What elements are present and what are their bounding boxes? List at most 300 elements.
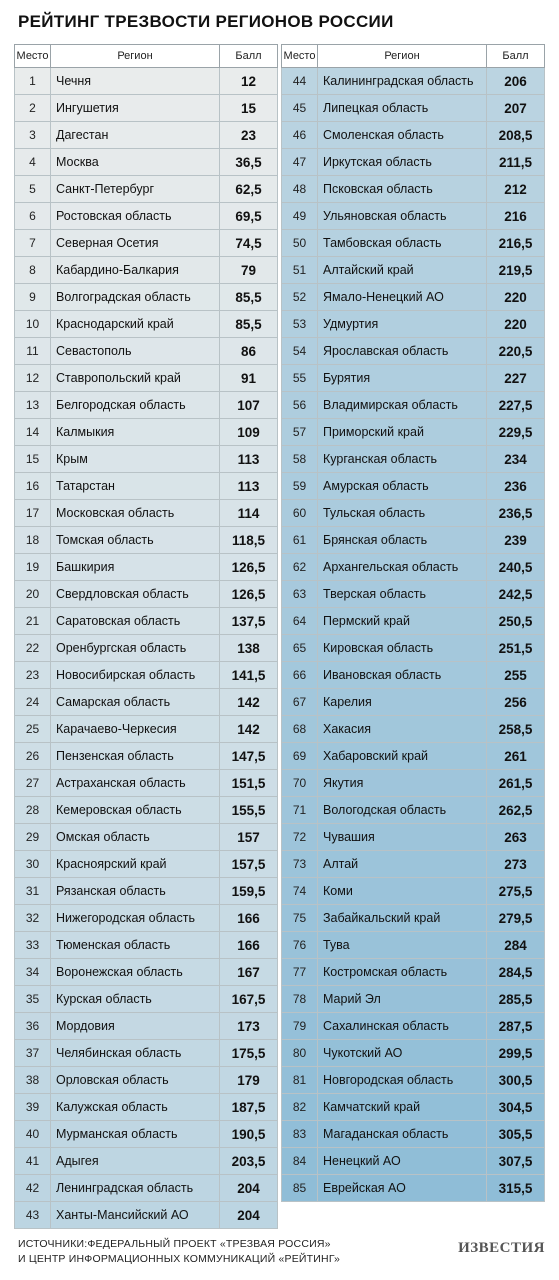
source-line-1: ИСТОЧНИКИ:ФЕДЕРАЛЬНЫЙ ПРОЕКТ «ТРЕЗВАЯ РОССИЯ»	[18, 1238, 331, 1250]
region-cell: Архангельская область	[318, 554, 487, 581]
place-cell: 28	[15, 797, 51, 824]
region-cell: Псковская область	[318, 176, 487, 203]
score-cell: 142	[220, 716, 278, 743]
table-row	[15, 68, 278, 95]
table-row	[15, 1013, 278, 1040]
place-cell: 56	[282, 392, 318, 419]
score-cell: 211,5	[487, 149, 545, 176]
region-cell: Тульская область	[318, 500, 487, 527]
table-row	[282, 824, 545, 851]
table-row	[15, 743, 278, 770]
place-cell: 13	[15, 392, 51, 419]
table-row	[282, 662, 545, 689]
place-cell: 8	[15, 257, 51, 284]
score-cell: 273	[487, 851, 545, 878]
score-cell: 204	[220, 1175, 278, 1202]
table-row	[282, 473, 545, 500]
region-cell: Магаданская область	[318, 1121, 487, 1148]
table-row	[282, 527, 545, 554]
place-cell: 61	[282, 527, 318, 554]
region-cell: Курская область	[51, 986, 220, 1013]
score-cell: 304,5	[487, 1094, 545, 1121]
score-cell: 216,5	[487, 230, 545, 257]
rating-table-left	[14, 44, 278, 1229]
score-cell: 137,5	[220, 608, 278, 635]
region-cell: Адыгея	[51, 1148, 220, 1175]
score-cell: 227	[487, 365, 545, 392]
region-cell: Санкт-Петербург	[51, 176, 220, 203]
table-row	[282, 176, 545, 203]
region-cell: Липецкая область	[318, 95, 487, 122]
score-cell: 109	[220, 419, 278, 446]
table-row	[282, 1067, 545, 1094]
table-row	[282, 365, 545, 392]
table-row	[15, 1202, 278, 1229]
score-cell: 284,5	[487, 959, 545, 986]
region-cell: Кабардино-Балкария	[51, 257, 220, 284]
score-cell: 91	[220, 365, 278, 392]
score-cell: 229,5	[487, 419, 545, 446]
table-row	[15, 608, 278, 635]
region-cell: Хакасия	[318, 716, 487, 743]
table-row	[282, 689, 545, 716]
table-row	[15, 689, 278, 716]
region-cell: Марий Эл	[318, 986, 487, 1013]
score-cell: 173	[220, 1013, 278, 1040]
score-cell: 179	[220, 1067, 278, 1094]
table-row	[15, 419, 278, 446]
table-row	[15, 1094, 278, 1121]
score-cell: 12	[220, 68, 278, 95]
region-cell: Оренбургская область	[51, 635, 220, 662]
place-cell: 64	[282, 608, 318, 635]
table-row	[282, 500, 545, 527]
place-cell: 15	[15, 446, 51, 473]
table-row	[282, 257, 545, 284]
place-cell: 52	[282, 284, 318, 311]
region-cell: Кировская область	[318, 635, 487, 662]
place-cell: 21	[15, 608, 51, 635]
place-cell: 33	[15, 932, 51, 959]
place-cell: 42	[15, 1175, 51, 1202]
score-cell: 216	[487, 203, 545, 230]
region-cell: Красноярский край	[51, 851, 220, 878]
table-row	[282, 392, 545, 419]
place-cell: 30	[15, 851, 51, 878]
table-row	[282, 284, 545, 311]
score-cell: 284	[487, 932, 545, 959]
place-cell: 81	[282, 1067, 318, 1094]
score-cell: 86	[220, 338, 278, 365]
score-cell: 175,5	[220, 1040, 278, 1067]
region-cell: Пензенская область	[51, 743, 220, 770]
score-cell: 155,5	[220, 797, 278, 824]
table-row	[15, 95, 278, 122]
region-cell: Кемеровская область	[51, 797, 220, 824]
table-row	[282, 905, 545, 932]
score-cell: 234	[487, 446, 545, 473]
place-cell: 51	[282, 257, 318, 284]
score-cell: 141,5	[220, 662, 278, 689]
score-cell: 251,5	[487, 635, 545, 662]
region-cell: Ростовская область	[51, 203, 220, 230]
place-cell: 50	[282, 230, 318, 257]
table-header-row	[15, 45, 278, 68]
region-cell: Костромская область	[318, 959, 487, 986]
rating-table-right	[281, 44, 545, 1202]
score-cell: 250,5	[487, 608, 545, 635]
region-cell: Ямало-Ненецкий АО	[318, 284, 487, 311]
table-row	[15, 905, 278, 932]
region-cell: Ленинградская область	[51, 1175, 220, 1202]
score-cell: 305,5	[487, 1121, 545, 1148]
score-cell: 126,5	[220, 581, 278, 608]
table-header-row	[282, 45, 545, 68]
place-cell: 10	[15, 311, 51, 338]
place-cell: 25	[15, 716, 51, 743]
region-cell: Северная Осетия	[51, 230, 220, 257]
table-row	[15, 635, 278, 662]
score-cell: 258,5	[487, 716, 545, 743]
place-cell: 49	[282, 203, 318, 230]
place-cell: 58	[282, 446, 318, 473]
table-row	[282, 851, 545, 878]
header-score: Балл	[487, 45, 545, 68]
score-cell: 113	[220, 446, 278, 473]
place-cell: 5	[15, 176, 51, 203]
score-cell: 142	[220, 689, 278, 716]
region-cell: Самарская область	[51, 689, 220, 716]
score-cell: 307,5	[487, 1148, 545, 1175]
region-cell: Бурятия	[318, 365, 487, 392]
region-cell: Вологодская область	[318, 797, 487, 824]
score-cell: 207	[487, 95, 545, 122]
table-row	[15, 203, 278, 230]
table-row	[15, 770, 278, 797]
place-cell: 43	[15, 1202, 51, 1229]
region-cell: Челябинская область	[51, 1040, 220, 1067]
place-cell: 35	[15, 986, 51, 1013]
score-cell: 236,5	[487, 500, 545, 527]
table-row	[15, 284, 278, 311]
table-row	[15, 554, 278, 581]
publisher-logo: ИЗВЕСТИЯ	[458, 1240, 545, 1256]
score-cell: 114	[220, 500, 278, 527]
place-cell: 63	[282, 581, 318, 608]
place-cell: 46	[282, 122, 318, 149]
place-cell: 16	[15, 473, 51, 500]
region-cell: Томская область	[51, 527, 220, 554]
region-cell: Амурская область	[318, 473, 487, 500]
region-cell: Хабаровский край	[318, 743, 487, 770]
score-cell: 62,5	[220, 176, 278, 203]
score-cell: 166	[220, 932, 278, 959]
region-cell: Дагестан	[51, 122, 220, 149]
table-row	[282, 122, 545, 149]
region-cell: Ненецкий АО	[318, 1148, 487, 1175]
score-cell: 219,5	[487, 257, 545, 284]
place-cell: 84	[282, 1148, 318, 1175]
region-cell: Еврейская АО	[318, 1175, 487, 1202]
table-row	[15, 473, 278, 500]
region-cell: Чукотский АО	[318, 1040, 487, 1067]
score-cell: 167	[220, 959, 278, 986]
table-row	[282, 770, 545, 797]
score-cell: 315,5	[487, 1175, 545, 1202]
score-cell: 299,5	[487, 1040, 545, 1067]
region-cell: Рязанская область	[51, 878, 220, 905]
region-cell: Свердловская область	[51, 581, 220, 608]
table-row	[282, 1013, 545, 1040]
score-cell: 285,5	[487, 986, 545, 1013]
table-row	[15, 311, 278, 338]
header-place: Место	[15, 45, 51, 68]
place-cell: 36	[15, 1013, 51, 1040]
table-row	[282, 878, 545, 905]
table-row	[282, 311, 545, 338]
table-row	[15, 959, 278, 986]
region-cell: Ивановская область	[318, 662, 487, 689]
table-row	[282, 608, 545, 635]
place-cell: 53	[282, 311, 318, 338]
table-row	[15, 932, 278, 959]
table-row	[282, 635, 545, 662]
table-row	[15, 1121, 278, 1148]
place-cell: 4	[15, 149, 51, 176]
place-cell: 67	[282, 689, 318, 716]
place-cell: 1	[15, 68, 51, 95]
table-row	[15, 149, 278, 176]
table-row	[15, 338, 278, 365]
region-cell: Пермский край	[318, 608, 487, 635]
place-cell: 34	[15, 959, 51, 986]
place-cell: 57	[282, 419, 318, 446]
table-row	[282, 797, 545, 824]
score-cell: 159,5	[220, 878, 278, 905]
place-cell: 82	[282, 1094, 318, 1121]
region-cell: Алтайский край	[318, 257, 487, 284]
table-row	[282, 959, 545, 986]
region-cell: Белгородская область	[51, 392, 220, 419]
table-body-left	[15, 68, 278, 1229]
place-cell: 65	[282, 635, 318, 662]
place-cell: 3	[15, 122, 51, 149]
place-cell: 48	[282, 176, 318, 203]
place-cell: 44	[282, 68, 318, 95]
table-row	[15, 500, 278, 527]
score-cell: 236	[487, 473, 545, 500]
table-row	[282, 932, 545, 959]
table-row	[282, 1175, 545, 1202]
region-cell: Крым	[51, 446, 220, 473]
score-cell: 113	[220, 473, 278, 500]
score-cell: 279,5	[487, 905, 545, 932]
place-cell: 31	[15, 878, 51, 905]
score-cell: 239	[487, 527, 545, 554]
region-cell: Калмыкия	[51, 419, 220, 446]
region-cell: Башкирия	[51, 554, 220, 581]
region-cell: Татарстан	[51, 473, 220, 500]
region-cell: Краснодарский край	[51, 311, 220, 338]
table-row	[282, 581, 545, 608]
table-row	[282, 1148, 545, 1175]
table-row	[15, 1175, 278, 1202]
region-cell: Саратовская область	[51, 608, 220, 635]
source-line-2: И ЦЕНТР ИНФОРМАЦИОННЫХ КОММУНИКАЦИЙ «РЕЙТИНГ»	[18, 1253, 341, 1265]
score-cell: 242,5	[487, 581, 545, 608]
region-cell: Ульяновская область	[318, 203, 487, 230]
score-cell: 107	[220, 392, 278, 419]
place-cell: 6	[15, 203, 51, 230]
region-cell: Калужская область	[51, 1094, 220, 1121]
table-row	[15, 446, 278, 473]
place-cell: 79	[282, 1013, 318, 1040]
place-cell: 55	[282, 365, 318, 392]
region-cell: Чувашия	[318, 824, 487, 851]
place-cell: 18	[15, 527, 51, 554]
score-cell: 206	[487, 68, 545, 95]
score-cell: 227,5	[487, 392, 545, 419]
region-cell: Приморский край	[318, 419, 487, 446]
table-row	[282, 338, 545, 365]
score-cell: 147,5	[220, 743, 278, 770]
place-cell: 74	[282, 878, 318, 905]
score-cell: 255	[487, 662, 545, 689]
place-cell: 14	[15, 419, 51, 446]
place-cell: 22	[15, 635, 51, 662]
header-place: Место	[282, 45, 318, 68]
region-cell: Курганская область	[318, 446, 487, 473]
place-cell: 76	[282, 932, 318, 959]
place-cell: 29	[15, 824, 51, 851]
table-row	[282, 1121, 545, 1148]
score-cell: 212	[487, 176, 545, 203]
place-cell: 85	[282, 1175, 318, 1202]
region-cell: Москва	[51, 149, 220, 176]
region-cell: Тюменская область	[51, 932, 220, 959]
region-cell: Волгоградская область	[51, 284, 220, 311]
score-cell: 126,5	[220, 554, 278, 581]
table-row	[282, 203, 545, 230]
score-cell: 157,5	[220, 851, 278, 878]
place-cell: 71	[282, 797, 318, 824]
place-cell: 17	[15, 500, 51, 527]
score-cell: 220	[487, 311, 545, 338]
page-title: РЕЙТИНГ ТРЕЗВОСТИ РЕГИОНОВ РОССИИ	[18, 12, 394, 31]
region-cell: Иркутская область	[318, 149, 487, 176]
score-cell: 187,5	[220, 1094, 278, 1121]
region-cell: Удмуртия	[318, 311, 487, 338]
region-cell: Севастополь	[51, 338, 220, 365]
place-cell: 83	[282, 1121, 318, 1148]
score-cell: 15	[220, 95, 278, 122]
place-cell: 38	[15, 1067, 51, 1094]
table-row	[15, 1040, 278, 1067]
table-row	[15, 878, 278, 905]
region-cell: Тверская область	[318, 581, 487, 608]
place-cell: 69	[282, 743, 318, 770]
region-cell: Нижегородская область	[51, 905, 220, 932]
score-cell: 208,5	[487, 122, 545, 149]
place-cell: 23	[15, 662, 51, 689]
region-cell: Владимирская область	[318, 392, 487, 419]
score-cell: 204	[220, 1202, 278, 1229]
region-cell: Ставропольский край	[51, 365, 220, 392]
source-note	[18, 1237, 340, 1267]
table-row	[15, 392, 278, 419]
place-cell: 54	[282, 338, 318, 365]
place-cell: 20	[15, 581, 51, 608]
table-row	[15, 986, 278, 1013]
place-cell: 66	[282, 662, 318, 689]
place-cell: 60	[282, 500, 318, 527]
score-cell: 118,5	[220, 527, 278, 554]
score-cell: 190,5	[220, 1121, 278, 1148]
region-cell: Карелия	[318, 689, 487, 716]
score-cell: 275,5	[487, 878, 545, 905]
table-row	[15, 365, 278, 392]
region-cell: Московская область	[51, 500, 220, 527]
region-cell: Астраханская область	[51, 770, 220, 797]
place-cell: 19	[15, 554, 51, 581]
region-cell: Тамбовская область	[318, 230, 487, 257]
score-cell: 300,5	[487, 1067, 545, 1094]
region-cell: Якутия	[318, 770, 487, 797]
table-row	[15, 581, 278, 608]
place-cell: 39	[15, 1094, 51, 1121]
table-row	[282, 419, 545, 446]
region-cell: Карачаево-Черкесия	[51, 716, 220, 743]
region-cell: Коми	[318, 878, 487, 905]
table-row	[282, 149, 545, 176]
table-row	[282, 986, 545, 1013]
region-cell: Алтай	[318, 851, 487, 878]
table-row	[282, 716, 545, 743]
table-row	[282, 743, 545, 770]
score-cell: 167,5	[220, 986, 278, 1013]
place-cell: 62	[282, 554, 318, 581]
header-region: Регион	[318, 45, 487, 68]
table-row	[282, 446, 545, 473]
region-cell: Новосибирская область	[51, 662, 220, 689]
place-cell: 2	[15, 95, 51, 122]
place-cell: 72	[282, 824, 318, 851]
place-cell: 32	[15, 905, 51, 932]
score-cell: 85,5	[220, 311, 278, 338]
table-body-right	[282, 68, 545, 1202]
score-cell: 220	[487, 284, 545, 311]
table-row	[15, 122, 278, 149]
place-cell: 68	[282, 716, 318, 743]
table-row	[15, 257, 278, 284]
region-cell: Ярославская область	[318, 338, 487, 365]
score-cell: 151,5	[220, 770, 278, 797]
table-row	[15, 176, 278, 203]
table-row	[282, 554, 545, 581]
place-cell: 41	[15, 1148, 51, 1175]
place-cell: 78	[282, 986, 318, 1013]
score-cell: 79	[220, 257, 278, 284]
place-cell: 59	[282, 473, 318, 500]
score-cell: 36,5	[220, 149, 278, 176]
score-cell: 287,5	[487, 1013, 545, 1040]
header-score: Балл	[220, 45, 278, 68]
table-row	[15, 851, 278, 878]
table-row	[15, 716, 278, 743]
score-cell: 263	[487, 824, 545, 851]
region-cell: Воронежская область	[51, 959, 220, 986]
table-row	[15, 824, 278, 851]
